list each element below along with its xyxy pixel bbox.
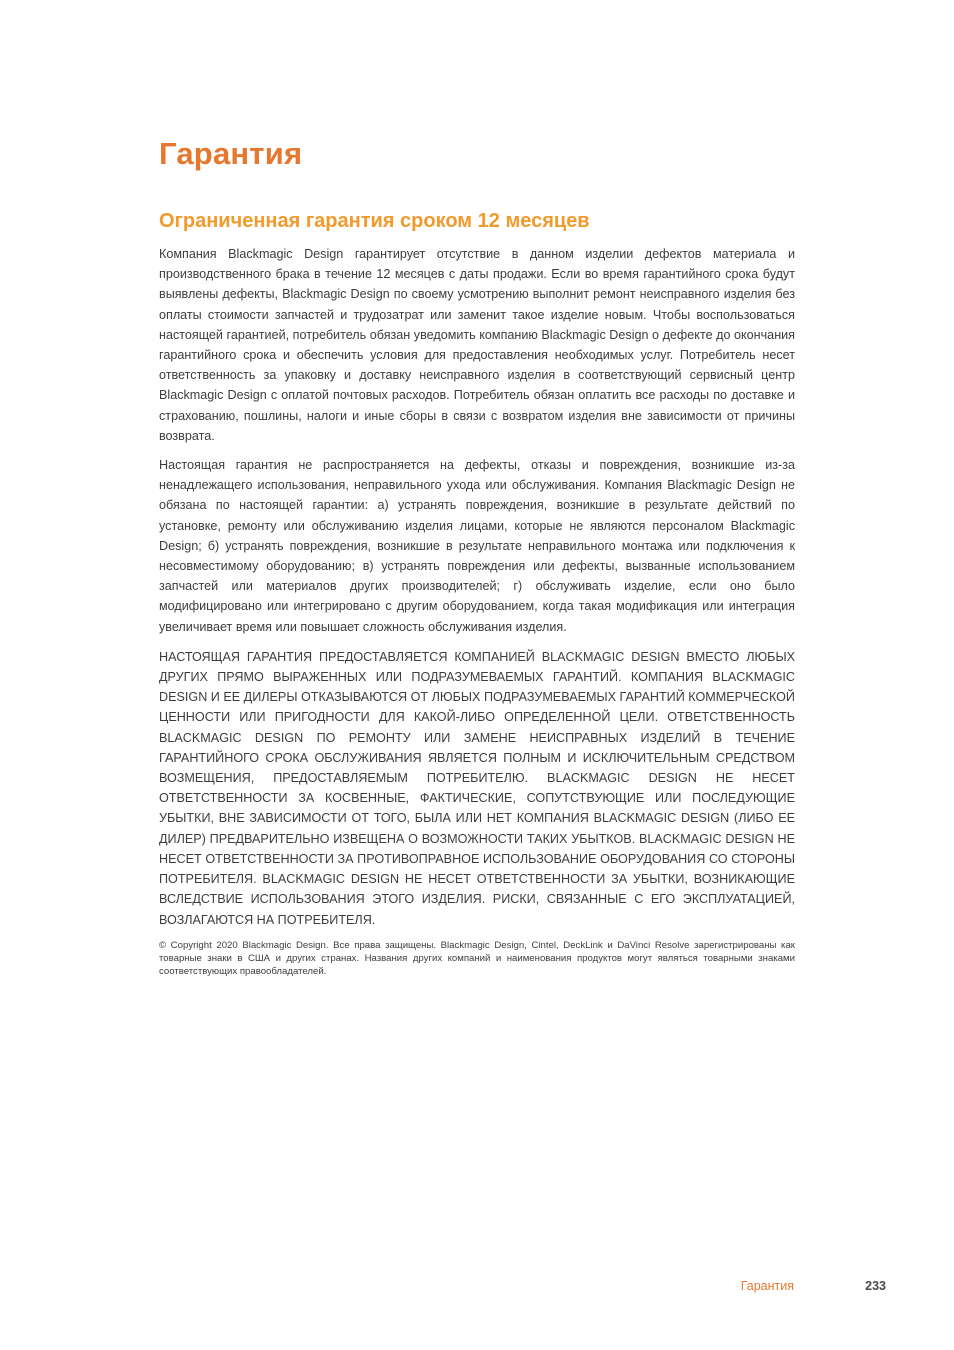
exclusions-paragraph: Настоящая гарантия не распространяется на дефекты, отказы и повреждения, возникшие из-за ненадлежащего использования, неправильного ухода или обслуживания. Компания Blackmagic Design не обязана по настоящей гарантии: а) устранять повреждения, возникшие в результате действий по установке, ремонту или обслуживанию изделия лицами, которые не являются персоналом Blackmagic Design; б) устранять повреждения, возникшие в результате неправильного монтажа или подключения к несовместимому оборудованию; в) устранять повреждения или дефекты, вызванные использованием запчастей или материалов других производителей; г) обслуживать изделие, если оно было модифицировано или интегрировано с другим оборудованием, когда такая модификация или интеграция увеличивает время или повышает сложность обслуживания изделия. [159,458,795,634]
page-content [159,132,795,978]
section-title: Ограниченная гарантия сроком 12 месяцев [159,210,590,232]
footer-section-name: Гарантия [740,1279,794,1293]
disclaimer-paragraph: НАСТОЯЩАЯ ГАРАНТИЯ ПРЕДОСТАВЛЯЕТСЯ КОМПАНИЕЙ BLACKMAGIC DESIGN ВМЕСТО ЛЮБЫХ ДРУГИХ ПРЯМО ВЫРАЖЕННЫХ ИЛИ ПОДРАЗУМЕВАЕМЫХ ГАРАНТИЙ. КОМПАНИЯ BLACKMAGIC DESIGN И ЕЕ ДИЛЕРЫ ОТКАЗЫВАЮТСЯ ОТ ЛЮБЫХ ПОДРАЗУМЕВАЕМЫХ ГАРАНТИЙ КОММЕРЧЕСКОЙ ЦЕННОСТИ ИЛИ ПРИГОДНОСТИ ДЛЯ КАКОЙ-ЛИБО ОПРЕДЕЛЕННОЙ ЦЕЛИ. ОТВЕТСТВЕННОСТЬ BLACKMAGIC DESIGN ПО РЕМОНТУ ИЛИ ЗАМЕНЕ НЕИСПРАВНЫХ ИЗДЕЛИЙ В ТЕЧЕНИЕ ГАРАНТИЙНОГО СРОКА ОБСЛУЖИВАНИЯ ЯВЛЯЕТСЯ ПОЛНЫМ И ИСКЛЮЧИТЕЛЬНЫМ СРЕДСТВОМ ВОЗМЕЩЕНИЯ, ПРЕДОСТАВЛЯЕМЫМ ПОТРЕБИТЕЛЮ. BLACKMAGIC DESIGN НЕ НЕСЕТ ОТВЕТСТВЕННОСТИ ЗА КОСВЕННЫЕ, ФАКТИЧЕСКИЕ, СОПУТСТВУЮЩИЕ ИЛИ ПОСЛЕДУЮЩИЕ УБЫТКИ, ВНЕ ЗАВИСИМОСТИ ОТ ТОГО, БЫЛА ИЛИ НЕТ КОМПАНИЯ BLACKMAGIC DESIGN (ЛИБО ЕЕ ДИЛЕР) ПРЕДВАРИТЕЛЬНО ИЗВЕЩЕНА О ВОЗМОЖНОСТИ ТАКИХ УБЫТКОВ. BLACKMAGIC DESIGN НЕ НЕСЕТ ОТВЕТСТВЕННОСТИ ЗА ПРОТИВОПРАВНОЕ ИСПОЛЬЗОВАНИЕ ОБОРУДОВАНИЯ СО СТОРОНЫ ПОТРЕБИТЕЛЯ. BLACKMAGIC DESIGN НЕ НЕСЕТ ОТВЕТСТВЕННОСТИ ЗА УБЫТКИ, ВОЗНИКАЮЩИЕ ВСЛЕДСТВИЕ ИСПОЛЬЗОВАНИЯ ЭТОГО ИЗДЕЛИЯ. РИСКИ, СВЯЗАННЫЕ С ЕГО ЭКСПЛУАТАЦИЕЙ, ВОЗЛАГАЮТСЯ НА ПОТРЕБИТЕЛЯ. [159,649,795,927]
footer-page-number: 233 [865,1279,886,1293]
warranty-paragraph: Компания Blackmagic Design гарантирует отсутствие в данном изделии дефектов материала и производственного брака в течение 12 месяцев с даты продажи. Если во время гарантийного срока будут выявлены дефекты, Blackmagic Design по своему усмотрению выполнит ремонт неисправного изделия без оплаты стоимости запчастей и трудозатрат или заменит такое изделие новым. Чтобы воспользоваться настоящей гарантией, потребитель обязан уведомить компанию Blackmagic Design о дефекте до окончания гарантийного срока и обеспечить условия для предоставления необходимых услуг. Потребитель несет ответственность за упаковку и доставку неисправного изделия в соответствующий сервисный центр Blackmagic Design с оплатой почтовых расходов. Потребитель обязан оплатить все расходы по доставке и страхованию, пошлины, налоги и иные сборы в связи с возвратом изделия вне зависимости от причины возврата. [159,247,795,443]
copyright-notice: © Copyright 2020 Blackmagic Design. Все права защищены. Blackmagic Design, Cintel, DeckLink и DaVinci Resolve зарегистрированы как товарные знаки в США и других странах. Названия других компаний и наименования продуктов могут являться товарными знаками соответствующих правообладателей. [159,939,795,977]
page-title: Гарантия [159,136,303,171]
